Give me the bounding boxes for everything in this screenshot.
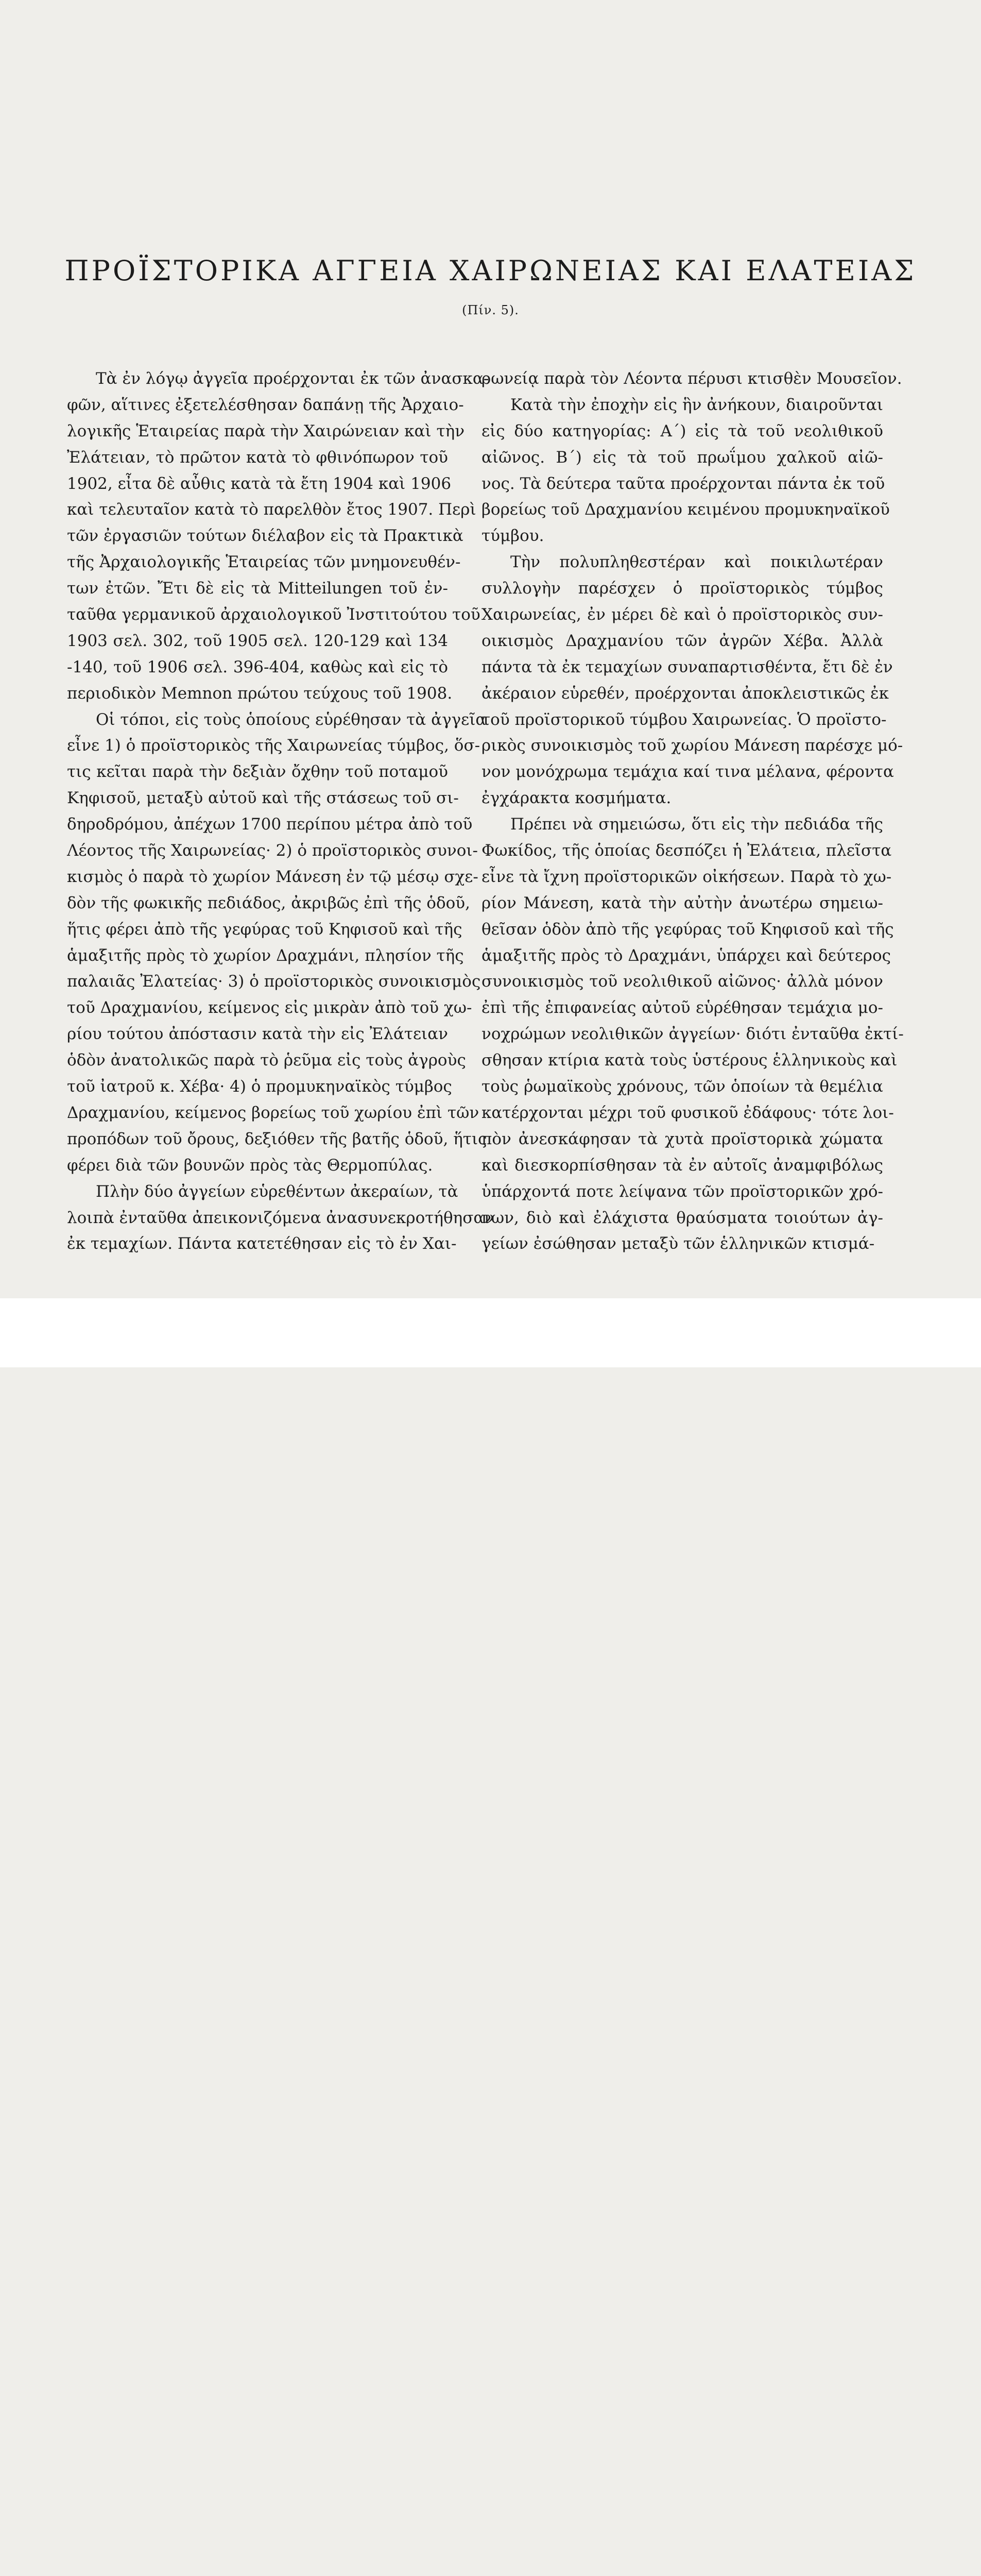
text-line: εἰς δύο κατηγορίας: Α΄) εἰς τὰ τοῦ νεολιθικοῦ — [481, 421, 883, 440]
text-line: 1902, εἶτα δὲ αὖθις κατὰ τὰ ἔτη 1904 καὶ 1906 — [67, 474, 452, 493]
text-line: νοχρώμων νεολιθικῶν ἀγγείων· διότι ἐνταῦθα ἐκτί- — [481, 1025, 904, 1044]
text-line: Κηφισοῦ, μεταξὺ αὐτοῦ καὶ τῆς στάσεως τοῦ σι- — [67, 789, 459, 808]
text-line: γείων ἐσώθησαν μεταξὺ τῶν ἑλληνικῶν κτισμά- — [481, 1234, 875, 1253]
text-line: συλλογὴν παρέσχεν ὁ προϊστορικὸς τύμβος — [481, 579, 883, 598]
text-line: καὶ διεσκορπίσθησαν τὰ ἐν αὐτοῖς ἀναμφιβόλως — [481, 1156, 883, 1175]
text-line: Λέοντος τῆς Χαιρωνείας· 2) ὁ προϊστορικὸς συνοι- — [67, 841, 478, 860]
text-line: προπόδων τοῦ ὄρους, δεξιόθεν τῆς βατῆς ὁδοῦ, ἥτις — [67, 1129, 487, 1148]
text-line: νων, διὸ καὶ ἐλάχιστα θραύσματα τοιούτων ἀγ- — [481, 1208, 883, 1227]
text-line: Τὴν πολυπληθεστέραν καὶ ποικιλωτέραν — [510, 553, 883, 572]
text-line: ἁμαξιτῆς πρὸς τὸ Δραχμάνι, ὑπάρχει καὶ δεύτερος — [481, 946, 891, 965]
text-line: φῶν, αἵτινες ἐξετελέσθησαν δαπάνῃ τῆς Ἀρχαιο- — [67, 395, 464, 414]
text-line: Πρέπει νὰ σημειώσω, ὅτι εἰς τὴν πεδιάδα τῆς — [510, 815, 883, 834]
text-line: ἁμαξιτῆς πρὸς τὸ χωρίον Δραχμάνι, πλησίον τῆς — [67, 946, 464, 965]
text-line: ρίου τούτου ἀπόστασιν κατὰ τὴν εἰς Ἐλάτειαν — [67, 1025, 448, 1044]
text-line: ἀκέραιον εὑρεθέν, προέρχονται ἀποκλειστικῶς ἐκ — [481, 684, 889, 703]
text-line: τοῦ ἰατροῦ κ. Χέβα· 4) ὁ προμυκηναϊκὸς τύμβος — [67, 1077, 452, 1096]
text-line: λογικῆς Ἑταιρείας παρὰ τὴν Χαιρώνειαν καὶ τὴν — [67, 421, 465, 440]
text-line: Δραχμανίου, κείμενος βορείως τοῦ χωρίου ἐπὶ τῶν — [67, 1103, 479, 1122]
text-line: περιοδικὸν Memnon πρώτου τεύχους τοῦ 1908. — [67, 684, 453, 703]
text-line: τοῦ προϊστορικοῦ τύμβου Χαιρωνείας. Ὁ προϊστο- — [481, 710, 887, 729]
text-line: Κατὰ τὴν ἐποχὴν εἰς ἣν ἀνήκουν, διαιροῦνται — [510, 395, 883, 414]
text-line: νον μονόχρωμα τεμάχια καί τινα μέλανα, φέροντα — [481, 762, 894, 782]
text-line: Χαιρωνείας, ἐν μέρει δὲ καὶ ὁ προϊστορικὸς συν- — [481, 605, 883, 624]
text-line: Οἱ τόποι, εἰς τοὺς ὁποίους εὑρέθησαν τὰ ἀγγεῖα — [96, 710, 487, 729]
text-line: αἰῶνος. Β΄) εἰς τὰ τοῦ πρωΐμου χαλκοῦ αἰῶ- — [481, 448, 883, 467]
text-line: συνοικισμὸς τοῦ νεολιθικοῦ αἰῶνος· ἀλλὰ μόνον — [481, 972, 883, 991]
page-title: ΠΡΟΪΣΤΟΡΙΚΑ ΑΓΓΕΙΑ ΧΑΙΡΩΝΕΙΑΣ ΚΑΙ ΕΛΑΤΕΙΑΣ — [64, 255, 917, 287]
text-line: Ἐλάτειαν, τὸ πρῶτον κατὰ τὸ φθινόπωρον τοῦ — [67, 448, 448, 467]
text-line: των ἐτῶν. Ἔτι δὲ εἰς τὰ Mitteilungen τοῦ ἐν- — [67, 579, 448, 598]
text-line: δὸν τῆς φωκικῆς πεδιάδος, ἀκριβῶς ἐπὶ τῆς ὁδοῦ, — [67, 893, 470, 912]
text-line: ρωνείᾳ παρὰ τὸν Λέοντα πέρυσι κτισθὲν Μουσεῖον. — [481, 369, 902, 388]
plate-reference: (Πίν. 5). — [462, 303, 519, 317]
text-line: οικισμὸς Δραχμανίου τῶν ἀγρῶν Χέβα. Ἀλλὰ — [481, 631, 883, 650]
text-line: καὶ τελευταῖον κατὰ τὸ παρελθὸν ἔτος 1907. Περὶ — [67, 500, 476, 519]
text-line: κατέρχονται μέχρι τοῦ φυσικοῦ ἐδάφους· τότε λοι- — [481, 1103, 894, 1122]
text-line: βορείως τοῦ Δραχμανίου κειμένου προμυκηναϊκοῦ — [481, 500, 890, 519]
text-line: ρικὸς συνοικισμὸς τοῦ χωρίου Μάνεση παρέσχε μό- — [481, 736, 903, 755]
text-line: δηροδρόμου, ἀπέχων 1700 περίπου μέτρα ἀπὸ τοῦ — [67, 815, 473, 834]
text-line: τις κεῖται παρὰ τὴν δεξιὰν ὄχθην τοῦ ποταμοῦ — [67, 762, 448, 782]
text-line: πὸν ἀνεσκάφησαν τὰ χυτὰ προϊστορικὰ χώματα — [481, 1129, 883, 1148]
text-line: λοιπὰ ἐνταῦθα ἀπεικονιζόμενα ἀνασυνεκροτήθησαν — [67, 1208, 494, 1227]
text-line: Πλὴν δύο ἀγγείων εὑρεθέντων ἀκεραίων, τὰ — [96, 1182, 458, 1201]
text-line: ἐπὶ τῆς ἐπιφανείας αὐτοῦ εὑρέθησαν τεμάχια μο- — [481, 998, 883, 1018]
text-line: ταῦθα γερμανικοῦ ἀρχαιολογικοῦ Ἰνστιτούτου τοῦ — [67, 605, 480, 624]
text-line: ὁδὸν ἀνατολικῶς παρὰ τὸ ῥεῦμα εἰς τοὺς ἀγροὺς — [67, 1051, 466, 1070]
text-line: ἥτις φέρει ἀπὸ τῆς γεφύρας τοῦ Κηφισοῦ καὶ τῆς — [67, 920, 462, 939]
text-line: ὑπάρχοντά ποτε λείψανα τῶν προϊστορικῶν χρό- — [481, 1182, 883, 1201]
text-line: τοὺς ῥωμαϊκοὺς χρόνους, τῶν ὁποίων τὰ θεμέλια — [481, 1077, 883, 1096]
text-line: 1903 σελ. 302, τοῦ 1905 σελ. 120-129 καὶ 134 — [67, 631, 448, 650]
text-line: πάντα τὰ ἐκ τεμαχίων συναπαρτισθέντα, ἔτι δὲ ἐν — [481, 657, 893, 676]
digitization-footer — [0, 1298, 981, 1367]
text-line: Φωκίδος, τῆς ὁποίας δεσπόζει ἡ Ἐλάτεια, πλεῖστα — [481, 841, 892, 860]
text-line: ἐκ τεμαχίων. Πάντα κατετέθησαν εἰς τὸ ἐν Χαι- — [67, 1234, 457, 1253]
text-line: εἶνε 1) ὁ προϊστορικὸς τῆς Χαιρωνείας τύμβος, ὅσ- — [67, 736, 480, 755]
text-line: εἶνε τὰ ἴχνη προϊστορικῶν οἰκήσεων. Παρὰ τὸ χω- — [481, 867, 892, 886]
text-line: φέρει διὰ τῶν βουνῶν πρὸς τὰς Θερμοπύλας. — [67, 1156, 433, 1175]
text-line: ἐγχάρακτα κοσμήματα. — [481, 789, 672, 808]
text-line: Τὰ ἐν λόγῳ ἀγγεῖα προέρχονται ἐκ τῶν ἀνασκα- — [96, 369, 489, 388]
text-line: τῆς Ἀρχαιολογικῆς Ἑταιρείας τῶν μνημονευθέν- — [67, 553, 461, 572]
text-line: -140, τοῦ 1906 σελ. 396-404, καθὼς καὶ εἰς τὸ — [67, 657, 448, 676]
text-line: κισμὸς ὁ παρὰ τὸ χωρίον Μάνεση ἐν τῷ μέσῳ σχε- — [67, 867, 478, 886]
text-line: τῶν ἐργασιῶν τούτων διέλαβον εἰς τὰ Πρακτικὰ — [67, 527, 463, 546]
left-text-column — [67, 366, 494, 1257]
text-line: θεῖσαν ὁδὸν ἀπὸ τῆς γεφύρας τοῦ Κηφισοῦ καὶ τῆς — [481, 920, 894, 939]
text-line: παλαιᾶς Ἐλατείας· 3) ὁ προϊστορικὸς συνοικισμὸς — [67, 972, 481, 991]
text-line: ρίον Μάνεση, κατὰ τὴν αὐτὴν ἀνωτέρω σημειω- — [481, 893, 883, 912]
text-line: σθησαν κτίρια κατὰ τοὺς ὑστέρους ἑλληνικοὺς καὶ — [481, 1051, 898, 1070]
text-line: τοῦ Δραχμανίου, κείμενος εἰς μικρὰν ἀπὸ τοῦ χω- — [67, 998, 472, 1018]
right-text-column — [481, 366, 904, 1257]
text-line: τύμβου. — [481, 527, 544, 546]
text-line: νος. Τὰ δεύτερα ταῦτα προέρχονται πάντα ἐκ τοῦ — [481, 474, 885, 493]
